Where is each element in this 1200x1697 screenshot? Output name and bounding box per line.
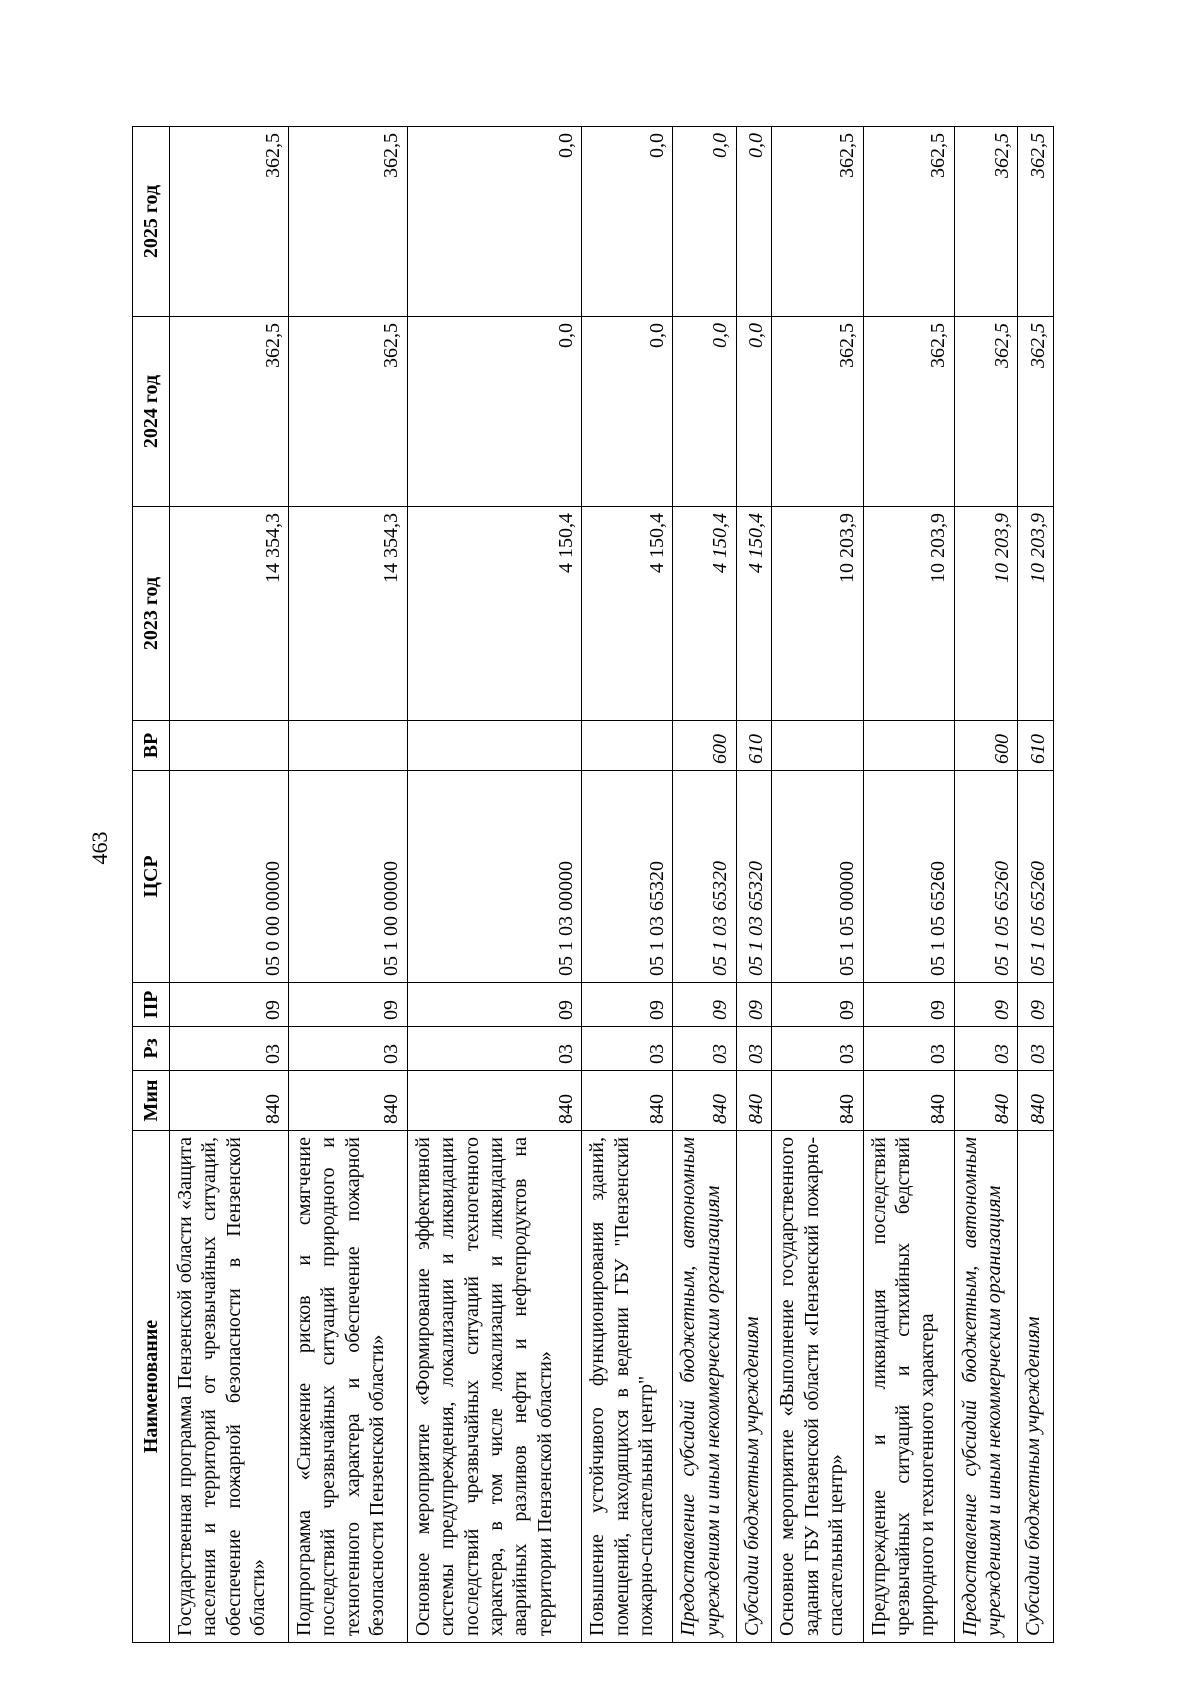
cell-name: Субсидии бюджетным учреждениям [1018, 1131, 1054, 1643]
cell-csr: 05 1 00 00000 [288, 771, 407, 983]
col-header-2025: 2025 год [133, 127, 170, 317]
cell-vr: 600 [673, 721, 736, 771]
table-row [772, 127, 863, 1643]
cell-2025: 362,5 [288, 127, 407, 317]
cell-rz: 03 [772, 1027, 863, 1071]
cell-pr: 09 [407, 983, 581, 1027]
cell-pr: 09 [170, 983, 289, 1027]
cell-2024: 0,0 [407, 317, 581, 507]
cell-name: Подпрограмма «Снижение рисков и смягчение последствий чрезвычайных ситуаций природного и техногенного характера и обеспечение пожарной безопасности Пензенской области» [288, 1131, 407, 1643]
table-row [863, 127, 954, 1643]
cell-name: Предупреждение и ликвидация последствий чрезвычайных ситуаций и стихийных бедствий природного и техногенного характера [863, 1131, 954, 1643]
cell-rz: 03 [407, 1027, 581, 1071]
cell-csr: 05 1 05 65260 [863, 771, 954, 983]
cell-rz: 03 [582, 1027, 673, 1071]
cell-2023: 10 203,9 [1018, 507, 1054, 721]
col-header-name: Наименование [133, 1131, 170, 1643]
col-header-min: Мин [133, 1071, 170, 1131]
cell-2023: 14 354,3 [170, 507, 289, 721]
table-row [170, 127, 289, 1643]
cell-2025: 0,0 [582, 127, 673, 317]
cell-2025: 362,5 [954, 127, 1017, 317]
rotated-table-container [132, 127, 1054, 1643]
cell-2024: 362,5 [954, 317, 1017, 507]
table-row [1018, 127, 1054, 1643]
cell-csr: 05 1 05 00000 [772, 771, 863, 983]
cell-pr: 09 [1018, 983, 1054, 1027]
cell-csr: 05 1 03 65320 [736, 771, 772, 983]
cell-2024: 362,5 [1018, 317, 1054, 507]
cell-2025: 362,5 [170, 127, 289, 317]
col-header-csr: ЦСР [133, 771, 170, 983]
cell-rz: 03 [288, 1027, 407, 1071]
cell-2023: 10 203,9 [772, 507, 863, 721]
cell-name: Государственная программа Пензенской области «Защита населения и территорий от чрезвычайных ситуаций, обеспечение пожарной безопасности в Пензенской области» [170, 1131, 289, 1643]
cell-csr: 05 1 03 65320 [582, 771, 673, 983]
col-header-2024: 2024 год [133, 317, 170, 507]
cell-pr: 09 [673, 983, 736, 1027]
cell-2025: 362,5 [772, 127, 863, 317]
col-header-2023: 2023 год [133, 507, 170, 721]
cell-pr: 09 [772, 983, 863, 1027]
cell-name: Основное мероприятие «Формирование эффективной системы предупреждения, локализации и ликвидации последствий чрезвычайных ситуаций техногенного характера, в том числе локализации и ликвидации аварийных разливов нефти и нефтепродуктов на территории Пензенской области» [407, 1131, 581, 1643]
cell-vr [170, 721, 289, 771]
budget-table [132, 126, 1054, 1643]
header-row [133, 127, 170, 1643]
cell-pr: 09 [863, 983, 954, 1027]
cell-csr: 05 0 00 00000 [170, 771, 289, 983]
cell-min: 840 [170, 1071, 289, 1131]
cell-min: 840 [736, 1071, 772, 1131]
cell-vr: 610 [1018, 721, 1054, 771]
table-row [736, 127, 772, 1643]
cell-rz: 03 [736, 1027, 772, 1071]
cell-name: Предоставление субсидий бюджетным, автономным учреждениям и иным некоммерческим организациям [673, 1131, 736, 1643]
cell-min: 840 [863, 1071, 954, 1131]
cell-2023: 14 354,3 [288, 507, 407, 721]
table-row [288, 127, 407, 1643]
cell-pr: 09 [736, 983, 772, 1027]
cell-vr [288, 721, 407, 771]
cell-2025: 362,5 [1018, 127, 1054, 317]
cell-name: Основное мероприятие «Выполнение государственного задания ГБУ Пензенской области «Пензенский пожарно-спасательный центр» [772, 1131, 863, 1643]
cell-2024: 0,0 [582, 317, 673, 507]
cell-csr: 05 1 03 00000 [407, 771, 581, 983]
cell-rz: 03 [673, 1027, 736, 1071]
cell-2024: 0,0 [673, 317, 736, 507]
cell-min: 840 [288, 1071, 407, 1131]
cell-csr: 05 1 05 65260 [954, 771, 1017, 983]
cell-csr: 05 1 03 65320 [673, 771, 736, 983]
cell-pr: 09 [582, 983, 673, 1027]
cell-2025: 0,0 [736, 127, 772, 317]
cell-2025: 0,0 [407, 127, 581, 317]
cell-csr: 05 1 05 65260 [1018, 771, 1054, 983]
table-row [407, 127, 581, 1643]
table-row [582, 127, 673, 1643]
cell-min: 840 [1018, 1071, 1054, 1131]
cell-vr [582, 721, 673, 771]
col-header-vr: ВР [133, 721, 170, 771]
col-header-pr: ПР [133, 983, 170, 1027]
cell-pr: 09 [288, 983, 407, 1027]
table-row [673, 127, 736, 1643]
cell-2023: 10 203,9 [863, 507, 954, 721]
cell-pr: 09 [954, 983, 1017, 1027]
cell-name: Повышение устойчивого функционирования зданий, помещений, находящихся в ведении ГБУ "Пензенский пожарно-спасательный центр" [582, 1131, 673, 1643]
cell-name: Субсидии бюджетным учреждениям [736, 1131, 772, 1643]
cell-vr: 600 [954, 721, 1017, 771]
cell-2023: 4 150,4 [407, 507, 581, 721]
cell-min: 840 [772, 1071, 863, 1131]
cell-rz: 03 [170, 1027, 289, 1071]
cell-name: Предоставление субсидий бюджетным, автономным учреждениям и иным некоммерческим организациям [954, 1131, 1017, 1643]
page-number: 463 [87, 831, 112, 865]
cell-vr [863, 721, 954, 771]
cell-rz: 03 [863, 1027, 954, 1071]
cell-vr [407, 721, 581, 771]
cell-2025: 362,5 [863, 127, 954, 317]
cell-2024: 362,5 [288, 317, 407, 507]
cell-2023: 4 150,4 [736, 507, 772, 721]
cell-min: 840 [582, 1071, 673, 1131]
cell-rz: 03 [954, 1027, 1017, 1071]
cell-2024: 362,5 [863, 317, 954, 507]
cell-2023: 10 203,9 [954, 507, 1017, 721]
cell-2023: 4 150,4 [673, 507, 736, 721]
cell-2024: 0,0 [736, 317, 772, 507]
col-header-rz: Рз [133, 1027, 170, 1071]
cell-min: 840 [407, 1071, 581, 1131]
cell-2025: 0,0 [673, 127, 736, 317]
table-row [954, 127, 1017, 1643]
cell-vr [772, 721, 863, 771]
cell-2024: 362,5 [170, 317, 289, 507]
cell-min: 840 [954, 1071, 1017, 1131]
cell-min: 840 [673, 1071, 736, 1131]
cell-2023: 4 150,4 [582, 507, 673, 721]
cell-vr: 610 [736, 721, 772, 771]
cell-rz: 03 [1018, 1027, 1054, 1071]
cell-2024: 362,5 [772, 317, 863, 507]
